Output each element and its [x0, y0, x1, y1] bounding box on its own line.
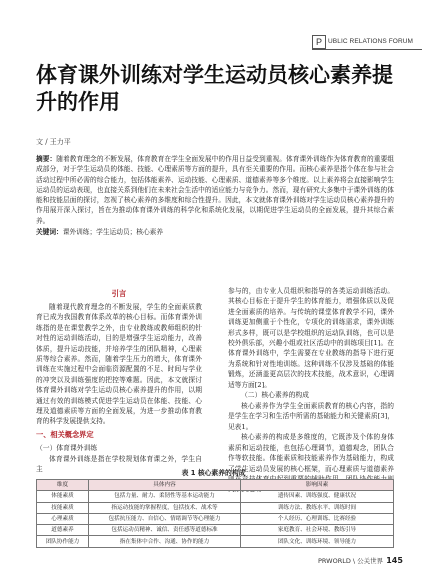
table-cell: 训练方法、教练水平、训练时间	[241, 502, 394, 513]
table-row	[37, 513, 394, 524]
table-cell: 家庭教育、社会环境、教练引导	[241, 525, 394, 536]
left-column	[36, 286, 202, 475]
right-paragraph-2: 核心素养作为学生全面素质教育的核心内容，指的是学生在学习和生活中所需的基础能力和关键素质[3]，见表1。	[228, 402, 394, 431]
keywords-text: 课外训练；学生运动员；核心素养	[62, 228, 164, 237]
table-cell: 包括力量、耐力、柔韧性等基本运动能力	[89, 491, 241, 502]
keywords-label: 关键词：	[36, 228, 63, 237]
article-title: 体育课外训练对学生运动员核心素养提升的作用	[36, 63, 393, 114]
table-cell: 技能素质	[37, 502, 89, 513]
table-header-cell: 维度	[37, 480, 89, 491]
table-cell: 个人经历、心理训练、比赛经验	[241, 513, 394, 524]
table-row	[37, 502, 394, 513]
page-footer	[318, 556, 403, 565]
table-cell: 团队文化、训练环境、领导能力	[241, 536, 394, 547]
table-cell: 包括抗压能力、自信心、情绪调节等心理能力	[89, 513, 241, 524]
table-cell: 道德素养	[37, 525, 89, 536]
keywords-line	[36, 227, 394, 237]
right-paragraph-1: 参与的，由专业人员组织和指导的各类运动训练活动。其核心目标在于提升学生的体育能力，增强体质以及促进全面素质的培养。与传统的课堂体育教学不同，课外训练更加侧重于个性化，专项化的训练需求，课外训练形式多样，既可以是学校组织的运动队训练，也可以是校外俱乐部，兴趣小组或社区活动中的训练项目[1]。在体育课外训练中，学生需要在专业教练的指导下进行更为系统和针对性地训练。这种训练不仅涉及基础的体能锻炼，还涵盖更高层次的技术技能，战术意识，心理调适等方面[2]。	[228, 287, 394, 389]
page-number: 145	[386, 556, 403, 565]
table-cell: 包括运动员精神、诚信、责任感等道德标准	[89, 525, 241, 536]
table-cell: 体能素质	[37, 491, 89, 502]
right-column	[228, 286, 394, 495]
table-caption: 表 1 核心素养的构成	[181, 469, 246, 477]
table-header-row	[37, 480, 394, 491]
abstract-text: 随着教育理念的不断发展，体育教育在学生全面发展中的作用日益受到重视。体育课外训练作为体育教育的重要组成部分，对于学生运动员的体能、技能、心理素质等方面的提升，具有至关重要的作用。而核心素养是指个体在参与社会活动过程中所必需的综合能力，包括体能素养、运动技能、心理素质、道德素养等多个维度。以上素养将会直接影响学生运动员的运动表现，也直接关系到他们在未来社会生活中的适应能力与竞争力。然而，现有研究大多集中于课外训练的体能和技能层面的探讨，忽视了核心素养的多维度和综合性提升。因此，本文就体育课外训练对学生运动员核心素养提升的作用展开深入探讨，旨在为推动体育课外训练的科学化和系统化发展，以期促进学生运动员的全面发展，提升其综合素养。	[36, 155, 395, 225]
right-paragraph-3: 核心素养的构成是多维度的，它既涉及个体的身体素质和运动技能，也包括心理调节，道德观念，团队合作等软技能。体能素质和技能素养作为基础能力，构成了学生运动员发展的核心框架，而心理素质与道德素养	[228, 433, 394, 473]
sub2-heading: （二）核心素养的构成	[241, 391, 309, 400]
author-line: 文 / 王力平	[36, 138, 71, 146]
intro-paragraph: 随着现代教育理念的不断发展，学生的全面素质教育已成为我国教育体系改革的核心目标。而体育课外训练指的是在课堂教学之外，由专业教练或教师组织的针对性的运动训练活动，目的是增强学生运动能力，改善体质，提升运动技能，并培养学生的团队精神，心理素质等综合素养。然而，随着学生压力的增大，体育课外训练在实施过程中会面临资源配置的不足、时间与学业的冲突以及训练强度的把控等难题。因此，本文就探讨体育课外训练对学生运动员核心素养提升的作用，以期通过有效的训练模式促进学生运动员在体能、技能、心理及道德素质等方面的全面发展，为进一步推动体育教育的科学发展提供支持。	[36, 303, 202, 426]
table-header-cell: 影响因素	[241, 480, 394, 491]
sub1-heading: （一）体育课外训练	[36, 443, 98, 452]
table-cell: 指运动技能的掌握程度，包括技术、战术等	[89, 502, 241, 513]
table-cell: 团队协作能力	[37, 536, 89, 547]
sub1-paragraph: 体育课外训练是指在学校规划体育课之外，学生自主	[36, 454, 202, 474]
table-row	[37, 525, 394, 536]
section1-heading: 一、相关概念界定	[36, 429, 94, 439]
table-row	[37, 491, 394, 502]
header-label: UBLIC RELATIONS FORUM	[328, 38, 414, 45]
table-cell: 指在集体中合作、沟通、协作的能力	[89, 536, 241, 547]
intro-heading: 引言	[111, 289, 127, 298]
abstract	[36, 154, 394, 237]
table-row	[37, 536, 394, 547]
table-cell: 遗传因素、训练强度、健康状况	[241, 491, 394, 502]
table-header-cell: 具体内容	[89, 480, 241, 491]
journal-name: PRWORLD \ 公关世界	[318, 557, 384, 565]
header-initial: P	[312, 35, 326, 49]
table-cell: 心理素质	[37, 513, 89, 524]
header-rule	[312, 49, 422, 50]
running-header	[0, 34, 427, 50]
core-literacy-table	[36, 479, 394, 548]
abstract-label: 摘要：	[36, 155, 57, 163]
